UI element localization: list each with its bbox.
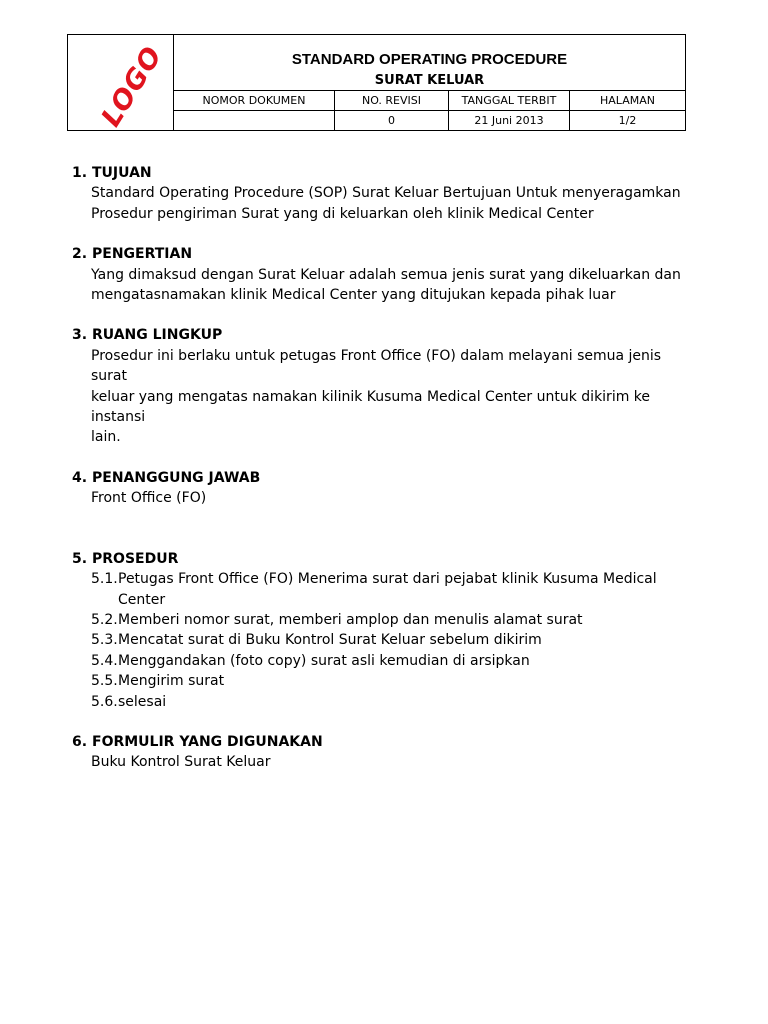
step-line: Mencatat surat di Buku Kontrol Surat Keluar sebelum dikirim — [118, 632, 542, 649]
paragraph-line: keluar yang mengatas namakan kilinik Kusuma Medical Center untuk dikirim ke instansi — [91, 388, 651, 426]
paragraph-line: Standard Operating Procedure (SOP) Surat Keluar Bertujuan Untuk menyeragamkan — [91, 185, 681, 202]
column-tanggal-terbit: TANGGAL TERBIT — [449, 91, 570, 110]
step-number: 5.1. — [91, 571, 118, 588]
paragraph-line: Prosedur pengiriman Surat yang di keluarkan oleh klinik Medical Center — [91, 205, 594, 222]
step-number: 5.5. — [91, 673, 118, 690]
procedure-step — [72, 569, 692, 610]
step-line: Menggandakan (foto copy) surat asli kemudian di arsipkan — [118, 652, 530, 669]
step-number: 5.2. — [91, 611, 118, 628]
step-line: Mengirim surat — [118, 673, 225, 690]
step-number: 5.3. — [91, 632, 118, 649]
section-penanggung-jawab — [72, 468, 692, 509]
paragraph-line: lain. — [91, 429, 121, 446]
section-heading — [72, 325, 692, 345]
value-no-revisi: 0 — [335, 111, 449, 131]
paragraph-line: mengatasnamakan klinik Medical Center yang ditujukan kepada pihak luar — [91, 287, 616, 304]
procedure-step — [72, 671, 692, 691]
section-pengertian — [72, 244, 692, 305]
section-title: FORMULIR YANG DIGUNAKAN — [92, 733, 323, 750]
column-halaman: HALAMAN — [600, 94, 655, 107]
section-heading — [72, 468, 692, 488]
section-title: PROSEDUR — [92, 550, 179, 567]
paragraph-line: Yang dimaksud dengan Surat Keluar adalah semua jenis surat yang dikeluarkan dan — [91, 266, 681, 283]
logo-cell — [68, 35, 174, 131]
procedure-step — [72, 610, 692, 630]
procedure-step — [72, 651, 692, 671]
section-tujuan — [72, 163, 692, 224]
section-title: PENGERTIAN — [92, 246, 193, 263]
section-heading — [72, 549, 692, 569]
title-area — [174, 35, 685, 91]
step-line: selesai — [118, 693, 167, 710]
step-line: Center — [118, 591, 166, 608]
procedure-step — [72, 630, 692, 650]
section-title: PENANGGUNG JAWAB — [92, 469, 261, 486]
section-number: 5. — [72, 550, 88, 567]
document-title: STANDARD OPERATING PROCEDURE — [291, 51, 568, 68]
section-number: 3. — [72, 327, 88, 344]
step-number: 5.6. — [91, 693, 118, 710]
paragraph-line: Buku Kontrol Surat Keluar — [91, 754, 271, 771]
header-value-row — [174, 111, 685, 131]
section-title: RUANG LINGKUP — [92, 327, 223, 344]
value-tanggal-terbit: 21 Juni 2013 — [449, 111, 570, 131]
section-heading — [72, 163, 692, 183]
section-heading — [72, 244, 692, 264]
section-number: 2. — [72, 246, 88, 263]
step-line: Petugas Front Office (FO) Menerima surat dari pejabat klinik Kusuma Medical — [118, 571, 657, 588]
section-number: 4. — [72, 469, 88, 486]
step-text — [118, 569, 692, 610]
step-line: Memberi nomor surat, memberi amplop dan menulis alamat surat — [118, 611, 583, 628]
document-body — [72, 163, 692, 793]
logo: LOGO — [95, 40, 169, 133]
section-ruang-lingkup — [72, 325, 692, 447]
value-nomor-dokumen — [174, 111, 335, 131]
paragraph-line: Prosedur ini berlaku untuk petugas Front Office (FO) dalam melayani semua jenis surat — [91, 347, 662, 385]
header-column-row — [174, 91, 685, 111]
column-nomor-dokumen: NOMOR DOKUMEN — [174, 91, 335, 110]
document-subtitle: SURAT KELUAR — [374, 73, 485, 88]
section-number: 6. — [72, 733, 88, 750]
section-title: TUJUAN — [92, 165, 152, 181]
section-prosedur — [72, 549, 692, 712]
step-number: 5.4. — [91, 652, 118, 669]
section-formulir — [72, 732, 692, 773]
document-header — [67, 34, 686, 131]
section-heading — [72, 732, 692, 752]
procedure-step — [72, 692, 692, 712]
paragraph-line: Front Office (FO) — [91, 490, 207, 507]
column-no-revisi: NO. REVISI — [335, 91, 449, 110]
section-number: 1. — [72, 165, 88, 181]
value-halaman: 1/2 — [618, 114, 637, 127]
